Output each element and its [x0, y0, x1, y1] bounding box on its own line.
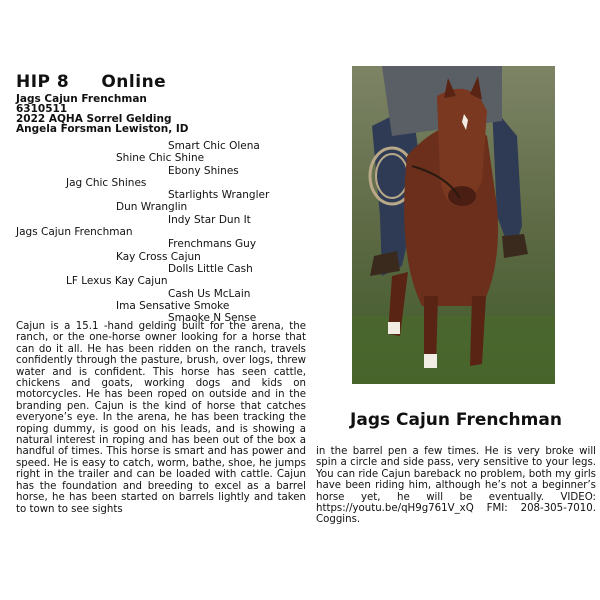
pedigree-dam-sire-dam: Dolls Little Cash [168, 262, 253, 275]
pedigree-dam-dam-sire: Cash Us McLain [168, 287, 251, 300]
horse-description-line: 2022 AQHA Sorrel Gelding [16, 113, 172, 125]
hip-number: HIP 8 [16, 72, 70, 92]
lot-header [16, 72, 166, 92]
consignor: Angela Forsman Lewiston, ID [16, 123, 189, 135]
registration-number: 6310511 [16, 103, 68, 115]
photo-caption: Jags Cajun Frenchman [350, 410, 562, 430]
sale-status: Online [101, 72, 167, 92]
horse-photo-illustration [352, 66, 555, 384]
pedigree-dam-sire: Kay Cross Cajun [116, 250, 201, 263]
pedigree-sire-dam: Dun Wranglin [116, 201, 188, 214]
pedigree-subject: Jags Cajun Frenchman [16, 226, 133, 239]
horse-info [16, 94, 306, 134]
pedigree-sire-sire: Shine Chic Shine [116, 152, 205, 165]
horse-photo [352, 66, 555, 384]
pedigree [16, 140, 316, 324]
pedigree-dam-dam: Ima Sensative Smoke [116, 299, 230, 312]
pedigree-sire: Jag Chic Shines [66, 176, 147, 189]
pedigree-dam-dam-dam: Smaoke N Sense [168, 312, 257, 325]
horse-name: Jags Cajun Frenchman [16, 93, 147, 105]
horse-description-part1: Cajun is a 15.1 -hand gelding built for the arena, the ranch, or the one-horse owner looking for a horse that can do it all. He has been ridden on the ranch, travels confidently through the pasture, brush, over logs, threw water and is confident. This horse has seen cattle, chickens and goats, working dogs and kids on motorcycles. He has been roped on outside and in the branding pen. Cajun is the kind of horse that catches everyone’s eye. In the arena, he has been tracking the roping dummy, is good on his leads, and is showing a natural interest in roping and has been out of the box a handful of times. This horse is smart and has power and speed. He is easy to catch, worm, bathe, shoe, he jumps right in the trailer and can be loaded with cattle. Cajun has the foundation and breeding to excel as a barrel horse, he has been started on barrels lightly and taken to town to see sights [16, 321, 306, 515]
horse-description-part2: in the barrel pen a few times. He is very broke will spin a circle and side pass, very sensitive to your legs. You can ride Cajun bareback no problem, both my girls have been riding him, although he’s not a beginner’s horse yet, he will be eventually. VIDEO: https://youtu.be/qH9g761V_xQ FMI: 208-305-7010. Coggins. [316, 446, 596, 526]
pedigree-sire-sire-sire: Smart Chic Olena [168, 140, 260, 152]
pedigree-sire-dam-dam: Indy Star Dun It [168, 213, 251, 226]
pedigree-sire-sire-dam: Ebony Shines [168, 164, 239, 177]
pedigree-dam: LF Lexus Kay Cajun [66, 275, 168, 288]
pedigree-sire-dam-sire: Starlights Wrangler [168, 189, 270, 202]
pedigree-dam-sire-sire: Frenchmans Guy [168, 238, 257, 251]
